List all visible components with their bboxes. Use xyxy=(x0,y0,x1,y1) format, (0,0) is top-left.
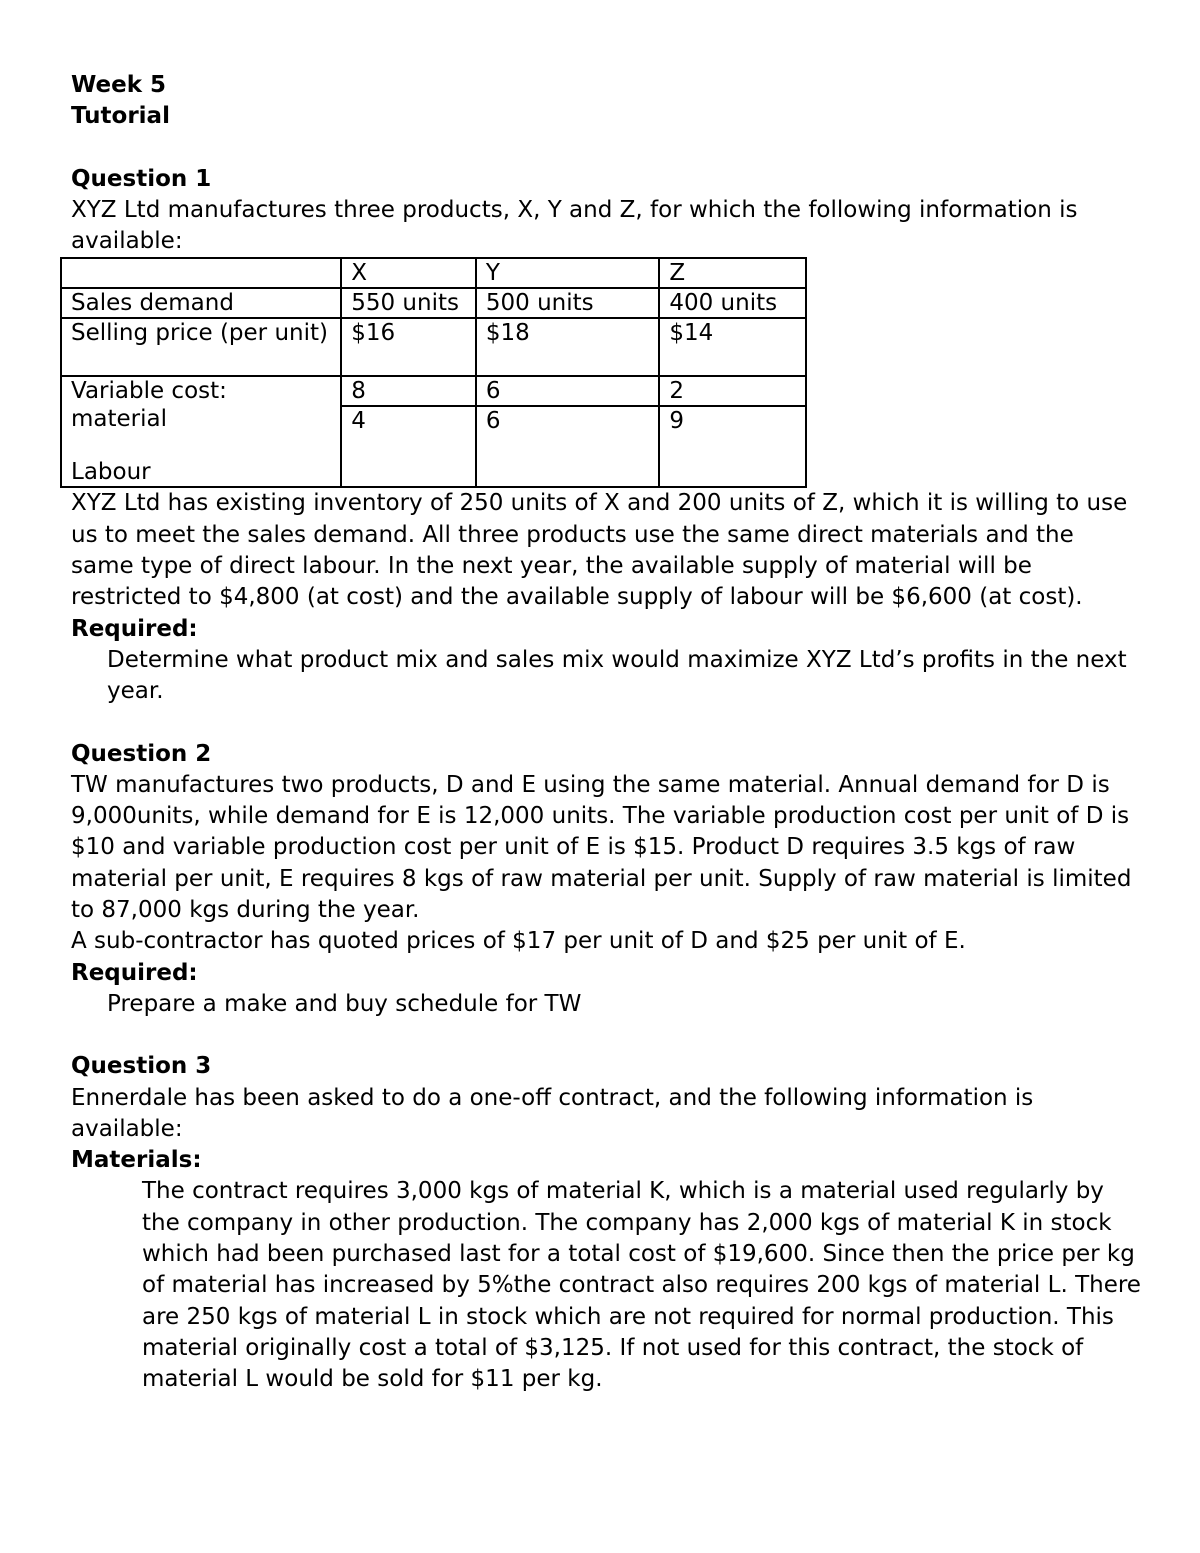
question-3-materials-text: The contract requires 3,000 kgs of material K, which is a material used regularly by the company in other production. The company has 2,000 kgs of material K in stock which had been purchased last for a total cost of $19,600. Since then the price per kg of material has increased by 5%the contract also requires 200 kgs of material L. There are 250 kgs of material L in stock which are not required for normal production. This material originally cost a total of $3,125. If not used for this contract, the stock of material L would be sold for $11 per kg. xyxy=(142,1178,1141,1393)
table-header-row xyxy=(61,258,806,288)
labour-cost-y: 6 xyxy=(485,408,501,435)
labour-cost-x: 4 xyxy=(351,408,366,435)
table-cell-z-costs xyxy=(659,376,806,487)
table-cell: $14 xyxy=(659,318,806,376)
question-1-required-label: Required: xyxy=(71,615,198,642)
question-1-body: XYZ Ltd has existing inventory of 250 units of X and 200 units of Z, which it is willing to use us to meet the sales demand. All three products use the same direct materials and the same type of direct labour. In the next year, the available supply of material will be restricted to $4,800 (at cost) and the available supply of labour will be $6,600 (at cost). xyxy=(71,490,1128,611)
product-info-table xyxy=(60,257,807,488)
table-row-selling-price xyxy=(61,318,806,376)
question-3-intro: Ennerdale has been asked to do a one-off contract, and the following information is available: xyxy=(71,1084,1034,1142)
table-row-variable-cost xyxy=(61,376,806,487)
table-header-cell xyxy=(61,258,341,288)
table-row-sales-demand xyxy=(61,288,806,318)
table-cell: $16 xyxy=(341,318,476,376)
question-2-body: TW manufactures two products, D and E using the same material. Annual demand for D is 9,000units, while demand for E is 12,000 units. The variable production cost per unit of D is $10 and variable production cost per unit of E is $15. Product D requires 3.5 kgs of raw material per unit, E requires 8 kgs of raw material per unit. Supply of raw material is limited to 87,000 kgs during the year. xyxy=(71,771,1132,924)
material-cost-x: 8 xyxy=(342,377,475,407)
labour-cost-z: 9 xyxy=(669,408,684,435)
table-header-cell: X xyxy=(341,258,476,288)
table-cell-y-costs xyxy=(476,376,659,487)
row-label: Selling price (per unit) xyxy=(61,318,341,376)
variable-cost-label: Variable cost: xyxy=(71,378,227,405)
table-cell-x-costs xyxy=(341,376,476,487)
row-label-variable-cost xyxy=(61,376,341,487)
question-2-required-text: Prepare a make and buy schedule for TW xyxy=(107,990,582,1017)
question-1-required-text: Determine what product mix and sales mix would maximize XYZ Ltd’s profits in the next year. xyxy=(107,646,1127,705)
table-header-cell: Z xyxy=(659,258,806,288)
table-cell: 550 units xyxy=(341,288,476,318)
tutorial-title: Tutorial xyxy=(71,103,170,130)
table-header-cell: Y xyxy=(476,258,659,288)
material-cost-y: 6 xyxy=(477,377,658,407)
material-label: material xyxy=(71,406,167,433)
table-cell: 400 units xyxy=(659,288,806,318)
document-page xyxy=(71,70,1141,1396)
material-cost-z: 2 xyxy=(660,377,805,407)
question-1-heading: Question 1 xyxy=(71,165,212,192)
question-2-heading: Question 2 xyxy=(71,740,212,767)
table-cell: $18 xyxy=(476,318,659,376)
labour-label: Labour xyxy=(71,459,151,486)
question-2-body-2: A sub-contractor has quoted prices of $17 per unit of D and $25 per unit of E. xyxy=(71,928,966,955)
row-label: Sales demand xyxy=(61,288,341,318)
table-cell: 500 units xyxy=(476,288,659,318)
week-title: Week 5 xyxy=(71,72,167,98)
question-1-intro: XYZ Ltd manufactures three products, X, Y and Z, for which the following information is available: xyxy=(71,196,1078,255)
question-2-required-label: Required: xyxy=(71,959,198,986)
question-3-heading: Question 3 xyxy=(71,1053,212,1080)
question-3-materials-label: Materials: xyxy=(71,1147,202,1174)
